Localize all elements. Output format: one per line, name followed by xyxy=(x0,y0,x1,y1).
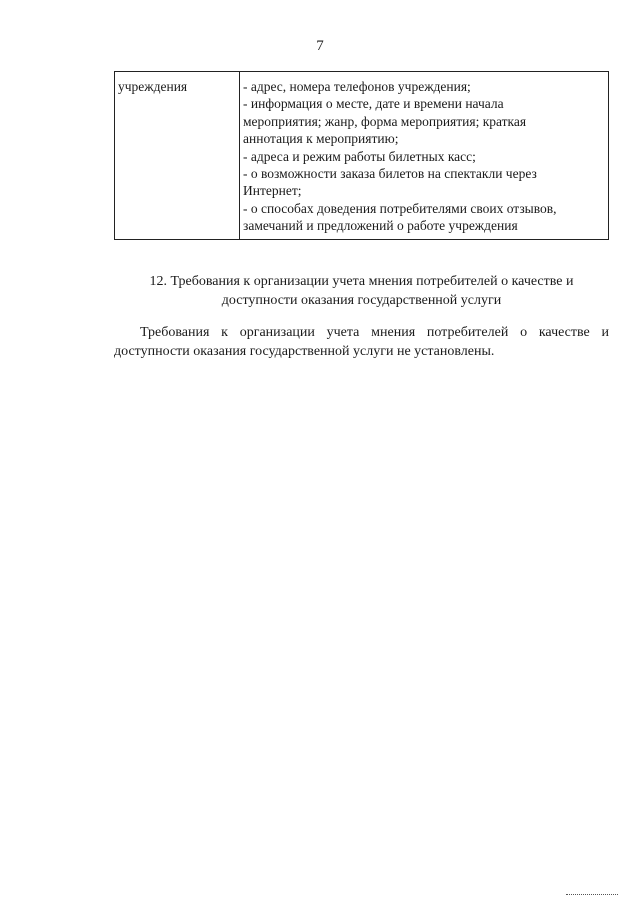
section-heading-line: доступности оказания государственной услуги xyxy=(221,292,502,308)
paragraph-line: доступности оказания государственной услуги не установлены. xyxy=(114,343,495,359)
table-cell-line: - адрес, номера телефонов учреждения; xyxy=(243,79,471,94)
table-cell-line: мероприятия; жанр, форма мероприятия; краткая xyxy=(243,113,527,129)
table-row xyxy=(115,72,609,240)
table-cell-line: - информация о месте, дате и времени начала xyxy=(243,96,504,112)
section-heading-line: 12. Требования к организации учета мнения потребителей о качестве и xyxy=(149,274,574,289)
table-cell-right xyxy=(240,72,609,240)
section-heading xyxy=(114,273,609,310)
footer-dotted-mark xyxy=(566,894,618,895)
table-cell-line: - адреса и режим работы билетных касс; xyxy=(243,148,476,164)
table-cell-line: - о возможности заказа билетов на спектакли через xyxy=(243,166,537,182)
page-number: 7 xyxy=(316,38,324,54)
paragraph-line: Требования к организации учета мнения потребителей о качестве и xyxy=(140,325,609,340)
table-cell-line: Интернет; xyxy=(243,183,302,199)
section-paragraph xyxy=(114,324,609,361)
table-cell-left: учреждения xyxy=(115,72,240,240)
table-cell-line: - о способах доведения потребителями своих отзывов, xyxy=(243,200,557,216)
table-cell-line: замечаний и предложений о работе учреждения xyxy=(243,218,518,234)
table-cell-line: аннотация к мероприятию; xyxy=(243,131,399,147)
info-table xyxy=(114,71,609,240)
